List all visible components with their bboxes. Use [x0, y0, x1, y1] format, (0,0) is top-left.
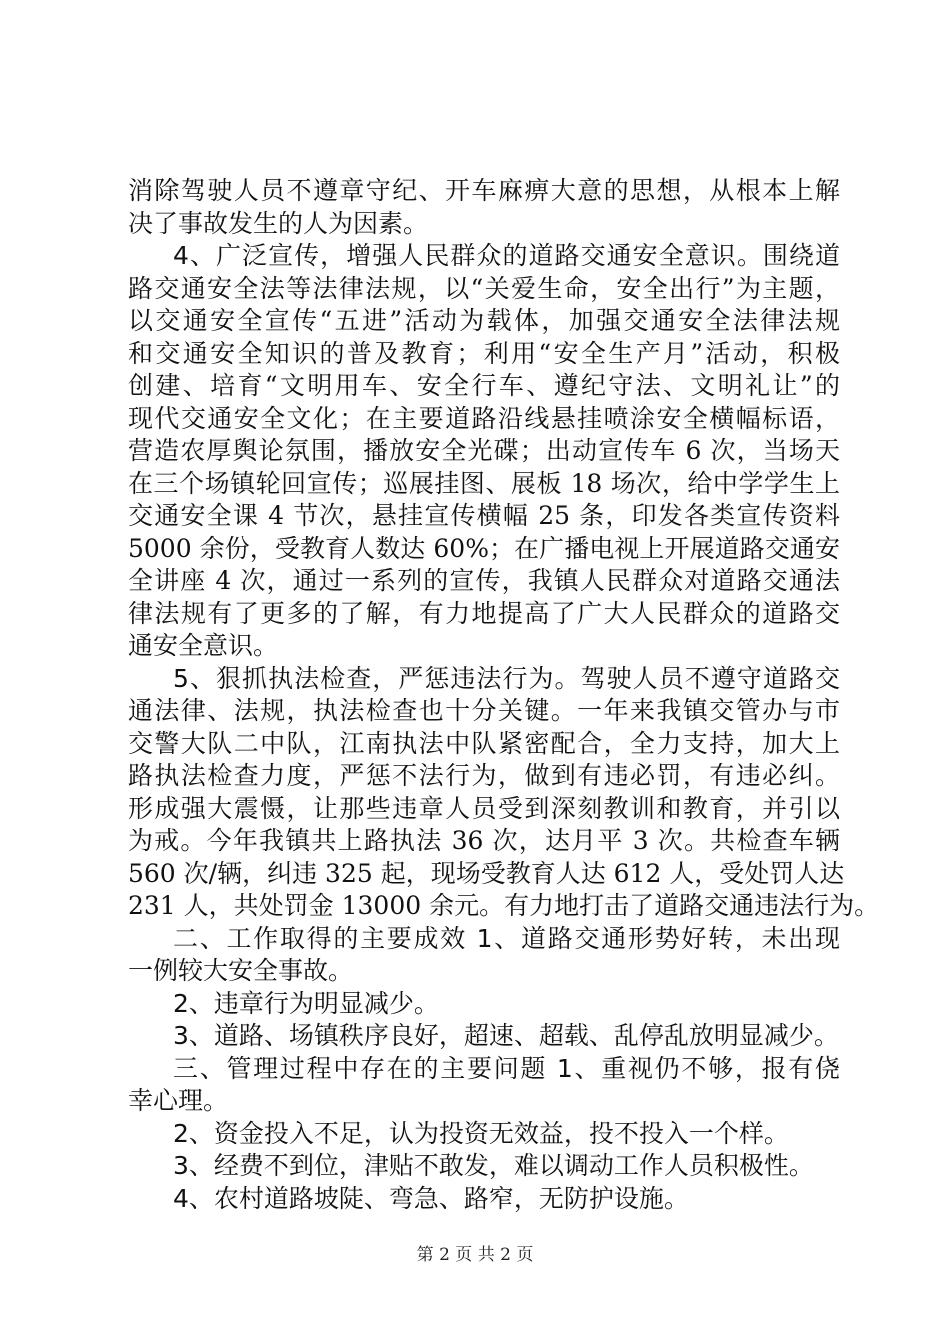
- body-text: 创建、培育“文明用车、安全行车、遵纪守法、文明礼让”的: [128, 371, 840, 400]
- heading-text: 4、农村道路坡陡、弯急、路窄，无防护设施。: [173, 1183, 689, 1213]
- body-text: 形成强大震慑，让那些违章人员受到深刻教训和教育，并引以: [128, 793, 840, 823]
- paragraph: [128, 1053, 840, 1118]
- heading-text: 2、违章行为明显减少。: [173, 988, 439, 1018]
- heading-text: 4、广泛宣传，增强人民群众的道路交通安全意识。: [173, 241, 763, 270]
- text-line: [128, 923, 840, 956]
- document-body: [128, 175, 880, 1215]
- body-text: 通法律、法规，执法检查也十分关键。一年来我镇交管办与市: [128, 696, 840, 725]
- text-line: [128, 598, 840, 631]
- body-text: 以交通安全宣传“五进”活动为载体，加强交通安全法律法规: [128, 306, 840, 335]
- text-line: [128, 468, 840, 501]
- text-line: [128, 1020, 840, 1053]
- text-line: [128, 1150, 840, 1183]
- body-text: 231 人，共处罚金 13000 余元。有力地打击了道路交通违法行为。: [128, 891, 880, 920]
- paragraph: [128, 1183, 840, 1216]
- body-text: 路执法检查力度，严惩不法行为，做到有违必罚，有违必纠。: [128, 761, 840, 790]
- body-text: 交通安全课 4 节次，悬挂宣传横幅 25 条，印发各类宣传资料: [128, 501, 840, 530]
- text-line: [128, 955, 840, 988]
- text-line: [128, 240, 840, 273]
- text-line: [128, 370, 840, 403]
- text-line: [128, 760, 840, 793]
- body-text: 营造农厚舆论氛围，播放安全光碟；出动宣传车 6 次，当场天: [128, 436, 840, 465]
- page-footer: 第 2 页 共 2 页: [416, 1245, 534, 1265]
- text-line: [128, 1183, 840, 1216]
- text-line: [128, 533, 840, 566]
- paragraph: [128, 1020, 840, 1053]
- body-text: 决了事故发生的人为因素。: [128, 208, 429, 238]
- body-text: 路交通安全法等法律法规，以“关爱生命，安全出行”为主题，: [128, 273, 840, 303]
- body-text: 消除驾驶人员不遵章守纪、开车麻痹大意的思想，从根本上解: [128, 176, 840, 205]
- text-line: [128, 273, 840, 306]
- heading-text: 5、狠抓执法检查，严惩违法行为。: [173, 663, 581, 693]
- heading-text: 一例较大安全事故。: [128, 956, 354, 985]
- text-line: [128, 403, 840, 436]
- text-line: [128, 988, 840, 1021]
- heading-text: 3、经费不到位，津贴不敢发，难以调动工作人员积极性。: [173, 1151, 814, 1180]
- body-text: 为戒。今年我镇共上路执法 36 次，达月平 3 次。共检查车辆: [128, 826, 840, 855]
- heading-text: 二、工作取得的主要成效 1、道路交通形势好转，未出现: [173, 923, 840, 953]
- text-line: [128, 305, 840, 338]
- text-line: [128, 500, 840, 533]
- text-line: [128, 825, 840, 858]
- text-line: [128, 1053, 840, 1086]
- body-text: 全讲座 4 次，通过一系列的宣传，我镇人民群众对道路交通法: [128, 566, 840, 595]
- text-line: [128, 338, 840, 371]
- text-line: [128, 695, 840, 728]
- body-text: 现代交通安全文化；在主要道路沿线悬挂喷涂安全横幅标语，: [128, 403, 840, 433]
- text-line: [128, 175, 840, 208]
- paragraph: [128, 175, 840, 240]
- text-line: [128, 728, 840, 761]
- body-text: 通安全意识。: [128, 631, 279, 660]
- paragraph: [128, 923, 840, 988]
- body-text: 和交通安全知识的普及教育；利用“安全生产月”活动，积极: [128, 338, 840, 368]
- text-line: [128, 630, 840, 663]
- body-text: 560 次/辆，纠违 325 起，现场受教育人达 612 人，受处罚人达: [128, 858, 845, 888]
- text-line: [128, 435, 840, 468]
- text-line: [128, 858, 845, 891]
- body-text: 5000 余份，受教育人数达 60%；在广播电视上开展道路交通安: [128, 533, 840, 563]
- body-text: 围绕道: [762, 241, 840, 270]
- paragraph: [128, 1118, 840, 1151]
- heading-text: 三、管理过程中存在的主要问题 1、重视仍不够，报有侥: [173, 1053, 840, 1083]
- heading-text: 2、资金投入不足，认为投资无效益，投不投入一个样。: [173, 1118, 789, 1148]
- body-text: 律法规有了更多的了解，有力地提高了广大人民群众的道路交: [128, 598, 840, 628]
- body-text: 在三个场镇轮回宣传；巡展挂图、展板 18 场次，给中学学生上: [128, 468, 840, 498]
- paragraph: [128, 988, 840, 1021]
- text-line: [128, 1118, 840, 1151]
- paragraph: [128, 1150, 840, 1183]
- text-line: [128, 663, 840, 696]
- body-text: 交警大队二中队，江南执法中队紧密配合，全力支持，加大上: [128, 728, 840, 758]
- paragraph: [128, 240, 840, 663]
- text-line: [128, 890, 880, 923]
- text-line: [128, 793, 840, 826]
- text-line: [128, 565, 840, 598]
- text-line: [128, 1085, 840, 1118]
- heading-text: 3、道路、场镇秩序良好，超速、超载、乱停乱放明显减少。: [173, 1021, 839, 1050]
- heading-text: 幸心理。: [128, 1086, 229, 1115]
- body-text: 驾驶人员不遵守道路交: [580, 663, 840, 693]
- text-line: [128, 208, 840, 241]
- paragraph: [128, 663, 880, 923]
